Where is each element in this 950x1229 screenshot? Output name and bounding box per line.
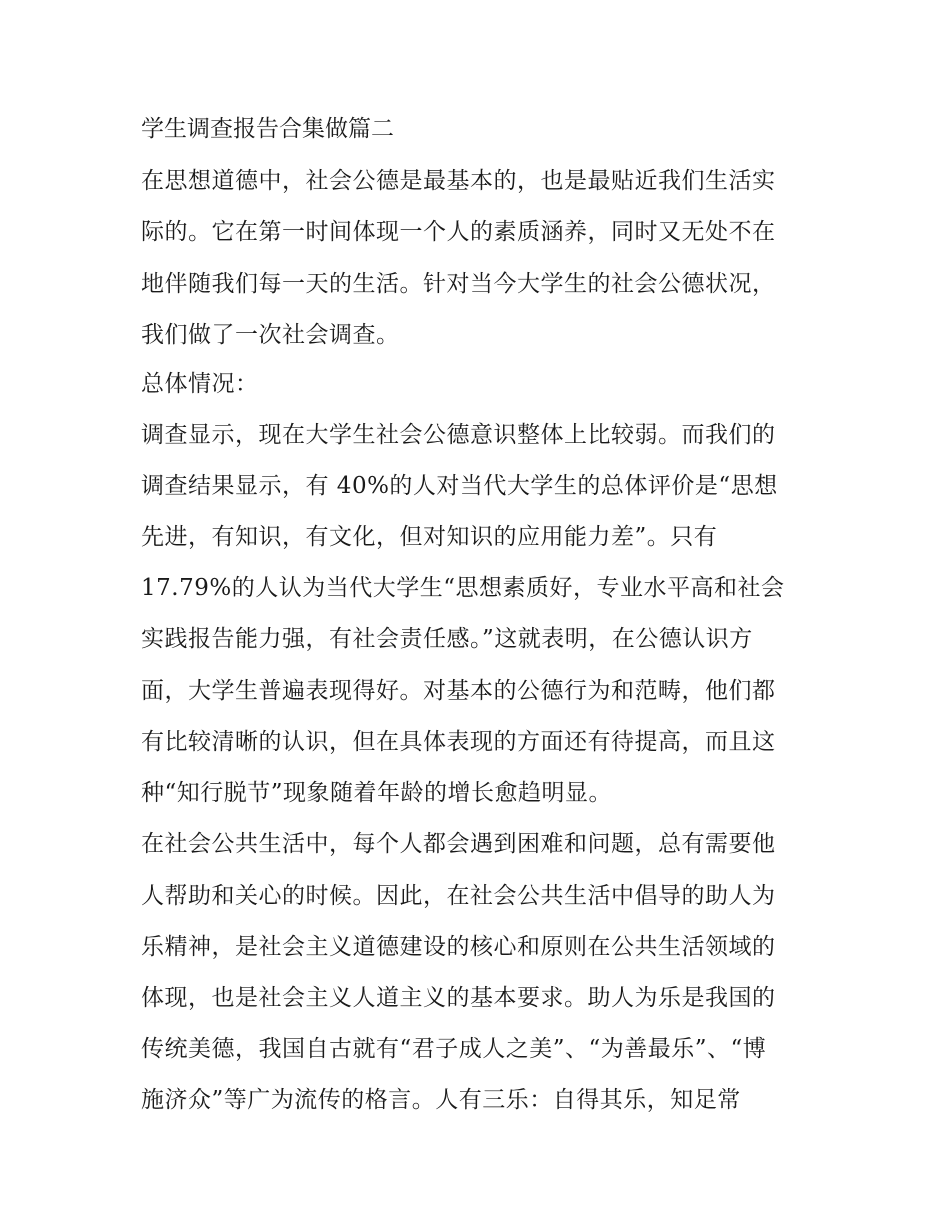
- text-line: 乐精神，是社会主义道德建设的核心和原则在公共生活领域的: [141, 934, 776, 960]
- text-line: 调查显示，现在大学生社会公德意识整体上比较弱。而我们的: [141, 422, 776, 448]
- text-line: 调查结果显示，有 40%的人对当代大学生的总体评价是“思想: [141, 473, 778, 499]
- text-line: 际的。它在第一时间体现一个人的素质涵养，同时又无处不在: [141, 219, 776, 245]
- text-line: 在社会公共生活中，每个人都会遇到困难和问题，总有需要他: [141, 831, 776, 857]
- text-line: 人帮助和关心的时候。因此，在社会公共生活中倡导的助人为: [141, 883, 776, 909]
- text-line: 面，大学生普遍表现得好。对基本的公德行为和范畴，他们都: [141, 678, 776, 704]
- section-heading: 总体情况：: [141, 371, 259, 397]
- text-line: 地伴随我们每一天的生活。针对当今大学生的社会公德状况，: [141, 271, 776, 297]
- text-line: 有比较清晰的认识，但在具体表现的方面还有待提高，而且这: [141, 729, 776, 755]
- text-line: 传统美德，我国自古就有“君子成人之美”、“为善最乐”、“博: [141, 1036, 767, 1062]
- text-line: 实践报告能力强，有社会责任感。”这就表明，在公德认识方: [141, 626, 753, 652]
- text-line: 体现，也是社会主义人道主义的基本要求。助人为乐是我国的: [141, 985, 776, 1011]
- text-line: 17.79%的人认为当代大学生“思想素质好，专业水平高和社会: [141, 575, 785, 601]
- text-line: 在思想道德中，社会公德是最基本的，也是最贴近我们生活实: [141, 168, 776, 194]
- text-line: 先进，有知识，有文化，但对知识的应用能力差”。只有: [141, 524, 718, 550]
- text-line: 我们做了一次社会调查。: [141, 322, 400, 348]
- document-title: 学生调查报告合集做篇二: [141, 116, 394, 142]
- text-line: 施济众”等广为流传的格言。人有三乐：自得其乐，知足常: [141, 1087, 741, 1113]
- text-line: 种“知行脱节”现象随着年龄的增长愈趋明显。: [141, 780, 613, 806]
